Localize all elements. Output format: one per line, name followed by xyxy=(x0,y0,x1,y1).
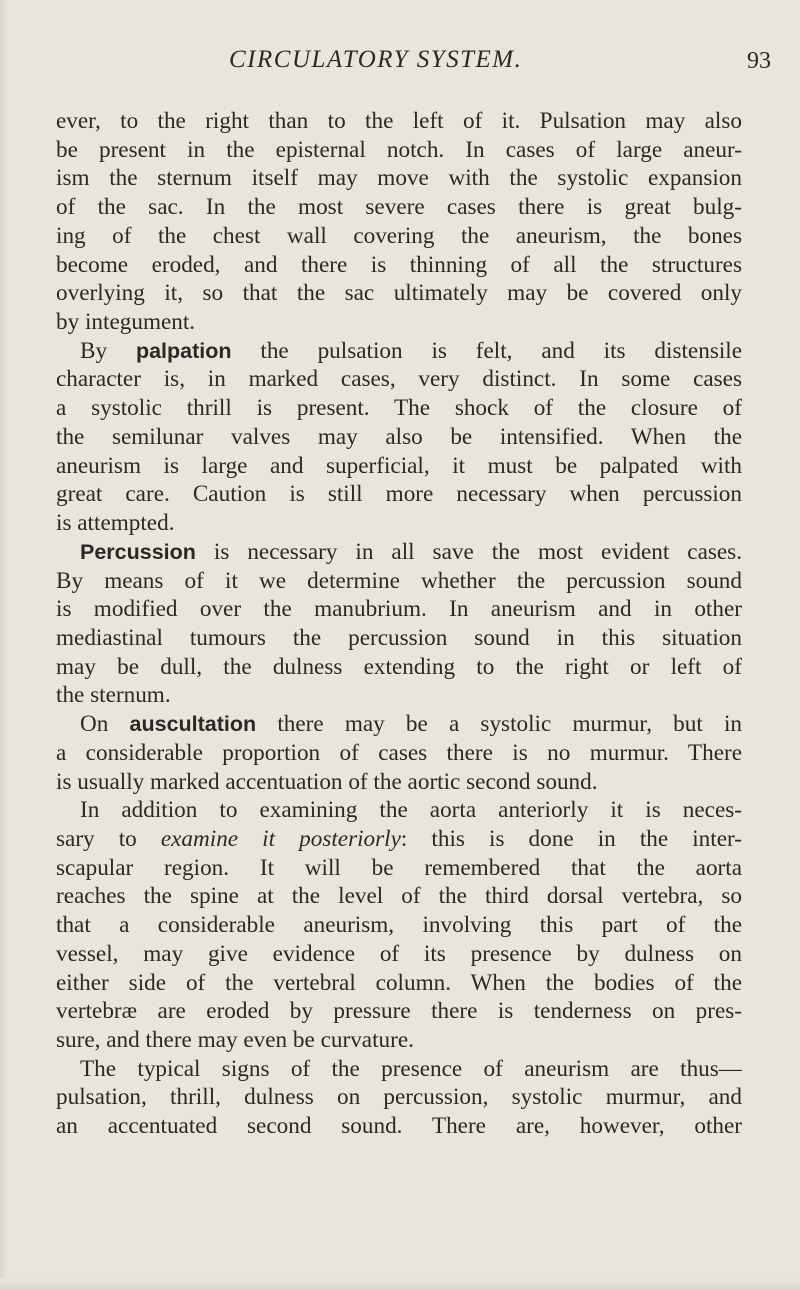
paragraph-palpation-first-line xyxy=(56,337,742,366)
text-line: vertebræ are eroded by pressure there is tenderness on pres- xyxy=(56,998,742,1025)
text-line: The typical signs of the presence of aneurism are thus— xyxy=(80,1055,742,1082)
text-run: is necessary in all save the most evident cases. xyxy=(213,538,742,565)
emphasis-examine-posteriorly: examine it posteriorly xyxy=(160,825,401,852)
text-line: either side of the vertebral column. When the bodies of the xyxy=(56,969,742,996)
text-line: a systolic thrill is present. The shock of the closure of xyxy=(56,395,742,422)
running-head: CIRCULATORY SYSTEM. xyxy=(229,46,523,73)
text-run: By xyxy=(80,337,108,364)
text-line: vessel, may give evidence of its presence by dulness on xyxy=(56,940,742,967)
text-line: is attempted. xyxy=(56,510,175,537)
heading-palpation: palpation xyxy=(135,338,232,363)
text-line: aneurism is large and superficial, it must be palpated with xyxy=(56,452,742,479)
text-line: great care. Caution is still more necessary when percussion xyxy=(56,481,742,508)
page-number: 93 xyxy=(747,48,771,74)
text-line: is usually marked accentuation of the aortic second sound. xyxy=(56,768,598,795)
text-line: a considerable proportion of cases there is no murmur. There xyxy=(56,739,742,766)
page-edge-shadow xyxy=(0,0,8,1290)
text-line: by integument. xyxy=(56,309,196,336)
text-line: In addition to examining the aorta anteriorly it is neces- xyxy=(80,797,742,824)
text-line: sure, and there may even be curvature. xyxy=(56,1027,414,1053)
heading-percussion: Percussion xyxy=(80,539,196,564)
text-run: On xyxy=(80,711,109,738)
text-line: may be dull, the dulness extending to the right or left of xyxy=(56,653,742,680)
text-run: the pulsation is felt, and its distensile xyxy=(260,337,742,364)
text-run: there may be a systolic murmur, but in xyxy=(277,711,742,738)
text-line: become eroded, and there is thinning of all the structures xyxy=(56,251,742,278)
text-line: scapular region. It will be remembered that the aorta xyxy=(56,854,742,881)
text-line: is modified over the manubrium. In aneurism and in other xyxy=(56,596,742,623)
body-text xyxy=(56,107,742,1141)
text-line: ing of the chest wall covering the aneurism, the bones xyxy=(56,222,742,249)
text-line: reaches the spine at the level of the third dorsal vertebra, so xyxy=(56,883,742,910)
text-line: the sternum. xyxy=(56,682,171,709)
page-bottom-shadow xyxy=(0,1278,800,1290)
text-line: an accentuated second sound. There are, however, other xyxy=(56,1113,742,1140)
text-line: character is, in marked cases, very distinct. In some cases xyxy=(56,366,742,393)
text-line: pulsation, thrill, dulness on percussion, systolic murmur, and xyxy=(56,1084,742,1111)
text-run: : this is done in the inter- xyxy=(400,825,742,852)
paragraph-auscultation-first-line xyxy=(56,710,742,739)
text-run: sary to xyxy=(56,825,137,852)
text-line: mediastinal tumours the percussion sound in this situation xyxy=(56,624,742,651)
page-header xyxy=(0,46,800,86)
text-line: that a considerable aneurism, involving this part of the xyxy=(56,912,742,939)
paragraph-percussion-first-line xyxy=(56,538,742,567)
text-line: ever, to the right than to the left of it. Pulsation may also xyxy=(56,108,742,134)
text-line: ism the sternum itself may move with the systolic expansion xyxy=(56,165,742,192)
text-line: overlying it, so that the sac ultimately may be covered only xyxy=(56,280,742,307)
text-line: of the sac. In the most severe cases there is great bulg- xyxy=(56,194,742,221)
text-line: By means of it we determine whether the percussion sound xyxy=(56,567,742,594)
heading-auscultation: auscultation xyxy=(129,712,257,737)
text-line: be present in the episternal notch. In cases of large aneur- xyxy=(56,136,742,163)
text-line-with-italic xyxy=(56,825,742,854)
text-line: the semilunar valves may also be intensified. When the xyxy=(56,423,742,450)
